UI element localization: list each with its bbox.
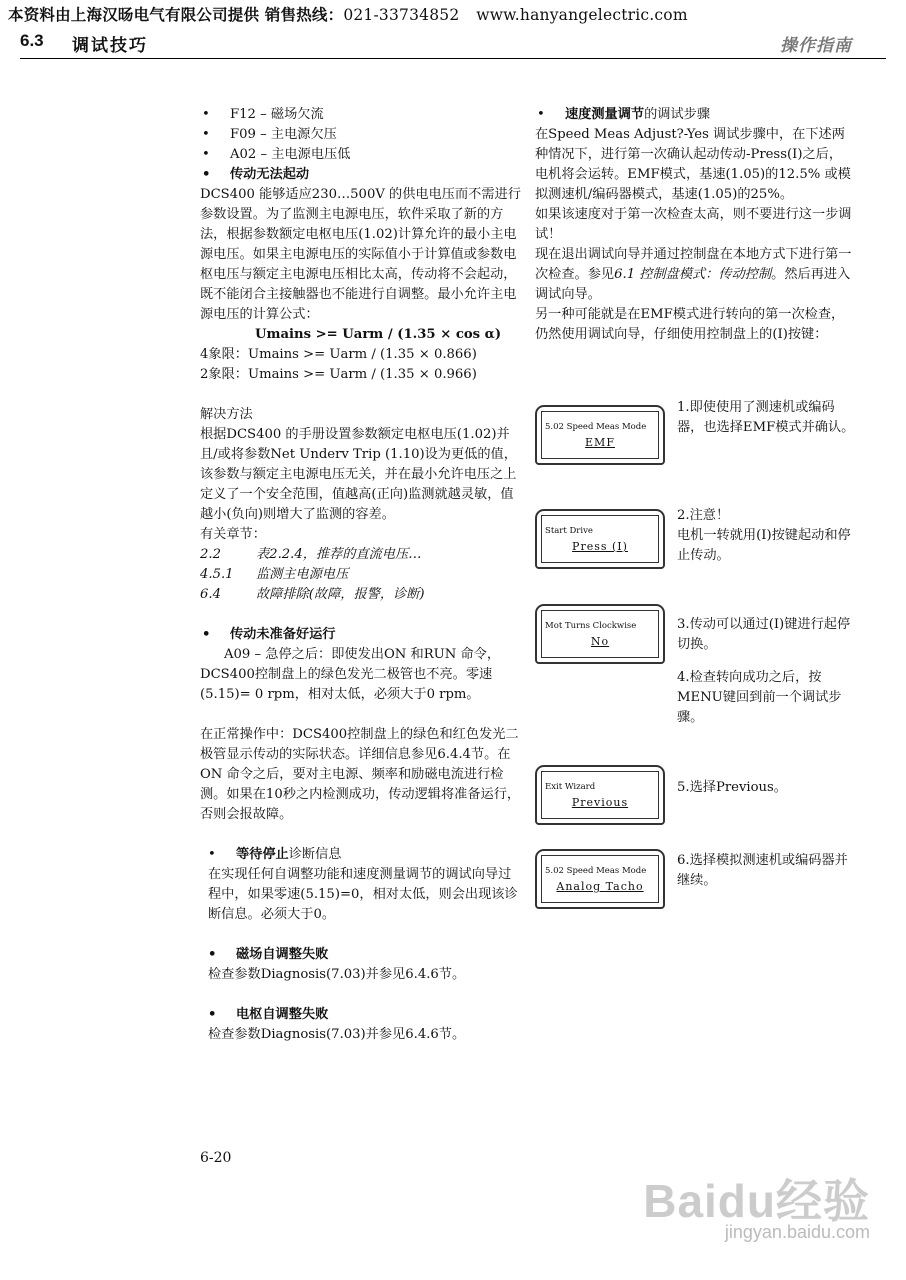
panel-display	[535, 765, 665, 825]
panel-line-2: No	[590, 635, 610, 648]
panel-line-1: 5.02 Speed Meas Mode	[545, 422, 647, 432]
fault-f12: • F12 – 磁场欠流	[200, 105, 522, 125]
panel-display	[535, 849, 665, 909]
banner-company: 本资料由上海汉旸电气有限公司提供 销售热线：	[8, 5, 344, 24]
step-text: 2.注意！ 电机一转就用(I)按键起动和停止传动。	[677, 508, 851, 563]
speed-paragraph-1: 在Speed Meas Adjust?-Yes 调试步骤中，在下述两种情况下，进行第一次确认起动传动-Press(I)之后，电机将会运转。EMF模式，基速(1.05)的12.5% 或模拟测速机/编码器模式，基速(1.05)的25%。	[535, 127, 851, 202]
related-ref: 4.5.1 监测主电源电压	[200, 567, 349, 582]
banner-url: www.hanyangelectric.com	[476, 6, 688, 24]
panel-display	[535, 604, 665, 664]
page-number: 6-20	[200, 1150, 232, 1166]
panel-line-2: Previous	[571, 796, 629, 809]
panel-line-2: Press (I)	[572, 540, 628, 553]
arm-fail-heading: • 电枢自调整失败	[208, 1005, 522, 1025]
step-text: 3.传动可以通过(I)键进行起停切换。	[677, 617, 851, 652]
formula-4q: 4象限：Umains >= Uarm / (1.35 × 0.866)	[200, 347, 477, 362]
field-fail-paragraph: 检查参数Diagnosis(7.03)并参见6.4.6节。	[208, 967, 466, 982]
wait-stop-heading: • 等待停止诊断信息	[208, 845, 522, 865]
speed-paragraph-3: 现在退出调试向导并通过控制盘在本地方式下进行第一次检查。参见6.1 控制盘模式：传动控制。然后再进入调试向导。	[535, 247, 852, 302]
fault-a02: • A02 – 主电源电压低	[200, 145, 522, 165]
panel-display	[535, 509, 665, 569]
panel-line-2: EMF	[585, 436, 615, 449]
step-text: 4.检查转向成功之后，按MENU键回到前一个调试步骤。	[677, 670, 842, 725]
panel-display	[535, 405, 665, 465]
speed-paragraph-4: 另一种可能就是在EMF模式进行转向的第一次检查，仍然使用调试向导，仔细使用控制盘上的(I)按键：	[535, 307, 845, 342]
guide-title: 操作指南	[780, 36, 852, 56]
not-ready-paragraph-1: A09 – 急停之后：即使发出ON 和RUN 命令，DCS400控制盘上的绿色发光二极管也不亮。零速(5.15)= 0 rpm，相对太低，必须大于0 rpm。	[200, 647, 501, 702]
step-text: 5.选择Previous。	[677, 780, 787, 795]
header-rule	[20, 58, 886, 59]
arm-fail-paragraph: 检查参数Diagnosis(7.03)并参见6.4.6节。	[208, 1027, 466, 1042]
fault-f09: • F09 – 主电源欠压	[200, 125, 522, 145]
panel-line-1: Start Drive	[545, 526, 593, 536]
related-ref: 6.4 故障排除(故障，报警，诊断)	[200, 587, 425, 602]
watermark-url: jingyan.baidu.com	[724, 1222, 870, 1242]
step-text: 1.即使使用了测速机或编码器，也选择EMF模式并确认。	[677, 400, 855, 435]
field-fail-heading: • 磁场自调整失败	[208, 945, 522, 965]
banner-phone: 021-33734852	[343, 6, 460, 24]
watermark-logo: Baidu经验	[643, 1175, 870, 1227]
section-number: 6.3	[20, 31, 44, 50]
not-ready-paragraph-2: 在正常操作中：DCS400控制盘上的绿色和红色发光二极管显示传动的实际状态。详细信息参见6.4.4节。在ON 命令之后，要对主电源、频率和励磁电流进行检测。如果在10秒之内检测成功，传动逻辑将准备运行，否则会报故障。	[200, 727, 521, 822]
formula-main: Umains >= Uarm / (1.35 × cos α)	[255, 327, 502, 342]
panel-line-1: Mot Turns Clockwise	[545, 621, 637, 631]
panel-line-2: Analog Tacho	[556, 880, 644, 893]
left-column	[200, 105, 522, 1045]
not-ready-heading: • 传动未准备好运行	[200, 625, 522, 645]
solution-heading: 解决方法	[200, 407, 253, 422]
formula-2q: 2象限：Umains >= Uarm / (1.35 × 0.966)	[200, 367, 477, 382]
wait-stop-paragraph: 在实现任何自调整功能和速度测量调节的调试向导过程中，如果零速(5.15)=0，相对太低，则会出现该诊断信息。必须大于0。	[208, 867, 518, 922]
panel-line-1: 5.02 Speed Meas Mode	[545, 866, 647, 876]
section-title: 调试技巧	[72, 36, 148, 56]
solution-paragraph: 根据DCS400 的手册设置参数额定电枢电压(1.02)并且/或将参数Net Underv Trip (1.10)设为更低的值，该参数与额定主电源电压无关，并在最小允许电压之上定义了一个安全范围，值越高(正向)监测就越灵敏，值越小(负向)则增大了监测的容差。	[200, 427, 517, 522]
right-column	[535, 105, 853, 345]
step-text: 6.选择模拟测速机或编码器并继续。	[677, 853, 848, 888]
top-banner	[8, 3, 898, 25]
panel-line-1: Exit Wizard	[545, 782, 596, 792]
no-start-heading: • 传动无法起动	[200, 165, 522, 185]
speed-heading: • 速度测量调节的调试步骤	[535, 105, 853, 125]
related-ref: 2.2 表2.2.4，推荐的直流电压…	[200, 547, 422, 562]
no-start-paragraph: DCS400 能够适应230…500V 的供电电压而不需进行参数设置。为了监测主电源电压，软件采取了新的方法，根据参数额定电枢电压(1.02)计算允许的最小主电源电压。如果主电源电压的实际值小于计算值或参数电枢电压与额定主电源电压相比太高，传动将不会起动，既不能闭合主接触器也不能进行自调整。最小允许主电源电压的计算公式：	[200, 187, 521, 322]
speed-paragraph-2: 如果该速度对于第一次检查太高，则不要进行这一步调试！	[535, 207, 852, 242]
related-heading: 有关章节：	[200, 527, 266, 542]
